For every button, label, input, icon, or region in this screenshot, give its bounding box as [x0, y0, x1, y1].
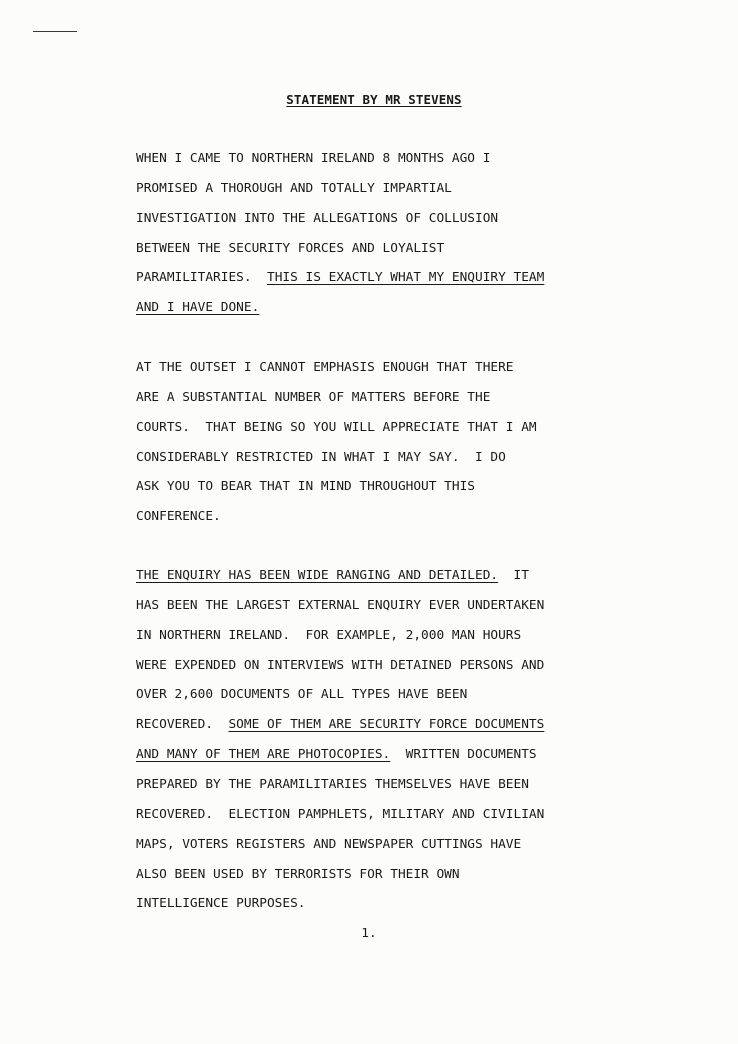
page-number: 1.	[361, 926, 377, 941]
text-segment: BETWEEN THE SECURITY FORCES AND LOYALIST	[136, 240, 445, 256]
text-segment: CONSIDERABLY RESTRICTED IN WHAT I MAY SAY. I DO	[136, 449, 506, 465]
underlined-text: AND MANY OF THEM ARE PHOTOCOPIES.	[136, 747, 391, 763]
underlined-text: THE ENQUIRY HAS BEEN WIDE RANGING AND DETAILED.	[136, 568, 499, 583]
text-segment: INTELLIGENCE PURPOSES.	[136, 896, 306, 912]
margin-mark	[33, 31, 77, 32]
page-title-text: STATEMENT BY MR STEVENS	[286, 92, 462, 107]
text-line	[136, 211, 498, 227]
text-segment: OVER 2,600 DOCUMENTS OF ALL TYPES HAVE BEEN	[136, 687, 468, 703]
underlined-text: SOME OF THEM ARE SECURITY FORCE DOCUMENTS	[228, 717, 545, 733]
text-segment: AT THE OUTSET I CANNOT EMPHASIS ENOUGH THAT THERE	[136, 360, 514, 375]
text-segment: ALSO BEEN USED BY TERRORISTS FOR THEIR OWN	[136, 866, 460, 882]
text-line	[136, 598, 544, 614]
text-segment: WERE EXPENDED ON INTERVIEWS WITH DETAINED PERSONS AND	[136, 657, 545, 673]
text-line	[136, 241, 444, 257]
text-line	[136, 687, 467, 703]
text-line	[136, 360, 514, 376]
text-line	[136, 867, 460, 883]
text-segment: PROMISED A THOROUGH AND TOTALLY IMPARTIAL	[136, 180, 452, 196]
text-line	[136, 450, 506, 466]
text-line	[136, 479, 475, 495]
text-line	[136, 420, 537, 436]
text-segment: IT	[498, 568, 529, 583]
text-line	[136, 181, 452, 197]
text-segment: CONFERENCE.	[136, 509, 221, 525]
text-segment: WHEN I CAME TO NORTHERN IRELAND 8 MONTHS AGO I	[136, 151, 491, 166]
text-segment: RECOVERED.	[136, 717, 229, 733]
text-line	[136, 509, 221, 525]
text-line	[136, 270, 544, 286]
text-segment: COURTS. THAT BEING SO YOU WILL APPRECIATE THAT I AM	[136, 419, 537, 435]
text-line	[136, 747, 537, 763]
text-line	[136, 777, 529, 793]
text-line	[136, 568, 529, 584]
text-line	[136, 837, 521, 853]
underlined-text: THIS IS EXACTLY WHAT MY ENQUIRY TEAM	[266, 270, 545, 286]
text-line	[136, 628, 521, 644]
text-segment: INVESTIGATION INTO THE ALLEGATIONS OF COLLUSION	[136, 210, 499, 226]
underlined-text: AND I HAVE DONE.	[136, 300, 260, 316]
text-segment: HAS BEEN THE LARGEST EXTERNAL ENQUIRY EVER UNDERTAKEN	[136, 597, 545, 613]
text-segment: IN NORTHERN IRELAND. FOR EXAMPLE, 2,000 MAN HOURS	[136, 627, 522, 643]
page-title	[0, 92, 738, 107]
text-segment: WRITTEN DOCUMENTS	[390, 747, 537, 763]
text-line	[136, 300, 259, 316]
text-line	[136, 807, 544, 823]
text-line	[136, 390, 490, 406]
text-line	[136, 151, 490, 167]
text-segment: RECOVERED. ELECTION PAMPHLETS, MILITARY AND CIVILIAN	[136, 806, 545, 822]
text-segment: MAPS, VOTERS REGISTERS AND NEWSPAPER CUTTINGS HAVE	[136, 836, 522, 852]
text-segment: ASK YOU TO BEAR THAT IN MIND THROUGHOUT THIS	[136, 479, 475, 495]
text-segment: PREPARED BY THE PARAMILITARIES THEMSELVES HAVE BEEN	[136, 776, 529, 792]
text-line	[136, 717, 544, 733]
text-segment: PARAMILITARIES.	[136, 270, 267, 286]
text-line	[136, 658, 544, 674]
text-line	[136, 896, 306, 912]
text-segment: ARE A SUBSTANTIAL NUMBER OF MATTERS BEFORE THE	[136, 389, 491, 405]
